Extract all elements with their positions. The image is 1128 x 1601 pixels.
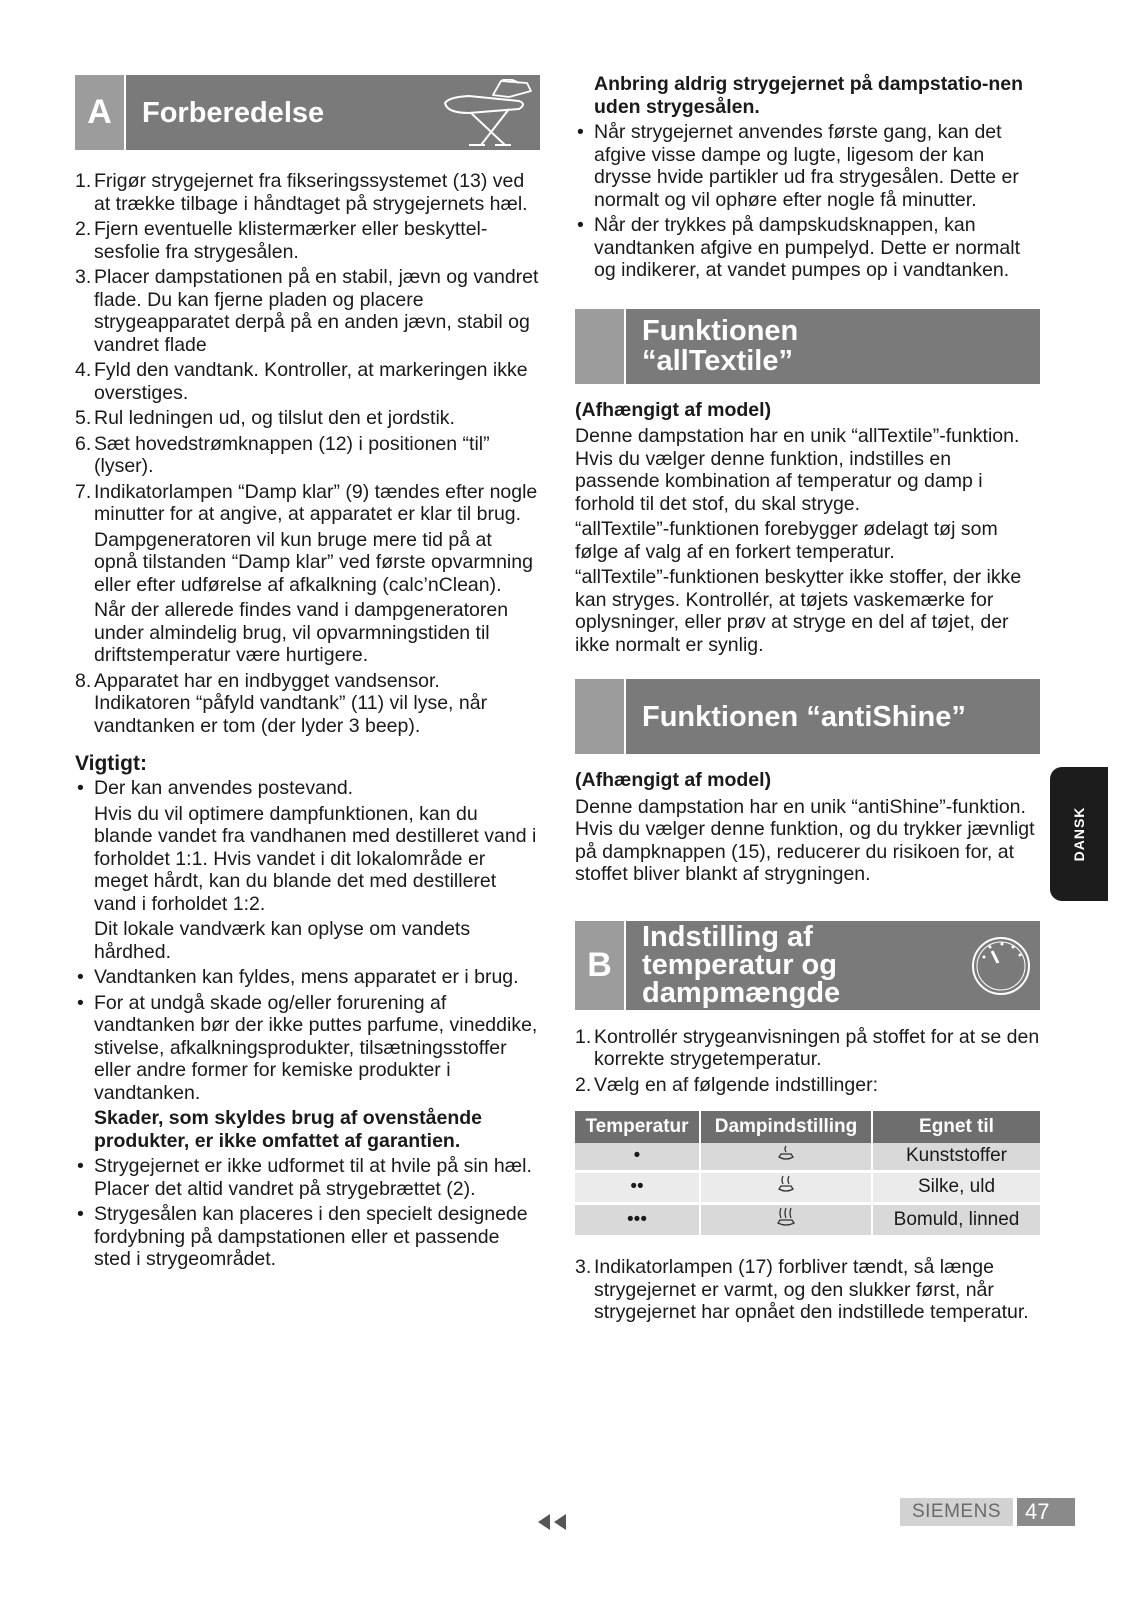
section-title: Indstilling af temperatur og dampmængde xyxy=(642,921,841,1009)
right-column xyxy=(575,73,1040,1324)
ironing-board-icon xyxy=(439,79,534,147)
column-header: Egnet til xyxy=(873,1111,1040,1143)
setting-step-3 xyxy=(575,1256,1040,1324)
list-item: 1. Kontrollér strygeanvisningen på stoffet for at se den korrekte strygetemperatur. xyxy=(575,1025,1040,1070)
model-note: (Afhængigt af model) xyxy=(575,398,772,421)
list-item: • Når der trykkes på dampskudsknappen, kan vandtanken afgive en pumpelyd. Dette er normalt og indikerer, at vandet pumpes op i vandtanken. xyxy=(577,214,1021,281)
list-item: 6. Sæt hovedstrømknappen (12) i positionen “til” (lyser). xyxy=(75,432,490,477)
brand-label: SIEMENS xyxy=(900,1498,1013,1526)
important-note-1: Hvis du vil optimere dampfunktionen, kan du blande vandet fra vandhanen med destilleret vand i forholdet 1:1. Hvis vandet i dit lokalområde er meget hårdt, kan du blande det med destilleret vand i forholdet 1:2. xyxy=(94,802,537,915)
list-item: • Vandtanken kan fyldes, mens apparatet er i brug. xyxy=(77,966,519,988)
table-row xyxy=(575,1173,1040,1205)
back-arrows-icon xyxy=(537,1513,567,1531)
alltextile-p1: Denne dampstation har en unik “allTextile”-funktion. Hvis du vælger denne funktion, indstilles en passende kombination af temperatur og damp i forhold til det stof, du skal stryge. xyxy=(575,425,1020,515)
antishine-p1: Denne dampstation har en unik “antiShine”-funktion. Hvis du vælger denne funktion, og du trykker jævnligt på dampknappen (15), reducerer du risikoen for, at stoffet bliver blankt af strygningen. xyxy=(575,795,1035,885)
column-header: Dampindstilling xyxy=(701,1111,873,1143)
list-item: • Strygejernet er ikke udformet til at hvile på sin hæl. Placer det altid vandret på strygebrættet (2). xyxy=(77,1155,532,1200)
list-item: 4. Fyld den vandtank. Kontroller, at markeringen ikke overstiges. xyxy=(75,359,528,404)
model-note: (Afhængigt af model) xyxy=(575,769,772,791)
section-letter: B xyxy=(575,921,626,1010)
section-letter: A xyxy=(75,75,126,150)
important-heading: Vigtigt: xyxy=(75,752,147,775)
alltextile-header xyxy=(575,309,1040,384)
list-item: • Når strygejernet anvendes første gang, kan det afgive visse dampe og lugte, ligesom der kan drysse hvide partikler ud fra strygesålen. Dette er normalt og vil ophøre efter nogle få minutter. xyxy=(577,121,1019,211)
setting-steps xyxy=(575,1026,1040,1097)
section-a-header xyxy=(75,75,540,150)
list-item: 5. Rul ledningen ud, og tilslut den et jordstik. xyxy=(75,407,455,429)
section-title: Forberedelse xyxy=(142,96,325,129)
warranty-warning: Skader, som skyldes brug af ovenstående produkter, er ikke omfattet af garantien. xyxy=(94,1107,482,1152)
list-item: 1. Frigør strygejernet fra fikseringssystemet (13) ved at trække tilbage i håndtaget på strygejernets hæl. xyxy=(75,170,528,215)
soleplate-warning: Anbring aldrig strygejernet på dampstatio-nen uden strygesålen. xyxy=(594,73,1024,118)
list-item: 7. Indikatorlampen “Damp klar” (9) tændes efter nogle minutter for at angive, at apparatet er klar til brug. xyxy=(75,480,538,525)
section-letter-blank xyxy=(575,679,626,754)
section-title: Funktionen “allTextile” xyxy=(642,315,799,377)
alltextile-p2: “allTextile”-funktionen forebygger ødelagt tøj som følge af valg af en forkert temperatur. xyxy=(575,518,998,563)
important-list-2 xyxy=(75,966,540,1104)
important-list-3 xyxy=(75,1155,540,1271)
left-column xyxy=(75,75,540,1271)
list-item: 2. Vælg en af følgende indstillinger: xyxy=(575,1073,878,1096)
list-item: 8. Apparatet har en indbygget vandsensor. Indikatoren “påfyld vandtank” (11) vil lyse, når vandtanken er tom (der lyder 3 beep). xyxy=(75,669,488,737)
list-item: • For at undgå skade og/eller forurening af vandtanken bør der ikke puttes parfume, vineddike, stivelse, afkalkningsprodukter, tilsætningsstoffer eller andre former for kemiske produkter i vandtanken. xyxy=(77,991,538,1104)
list-item: 3. Placer dampstationen på en stabil, jævn og vandret flade. Du kan fjerne pladen og placere strygeapparatet derpå på en anden jævn, stabil og vandret flade xyxy=(75,266,539,356)
right-bullets xyxy=(575,121,1040,282)
section-title: Funktionen “antiShine” xyxy=(642,700,966,733)
steam-level-3-icon xyxy=(701,1205,873,1239)
temp-dots: • xyxy=(575,1143,701,1173)
section-b-header xyxy=(575,921,1040,1010)
step7-note-2: Når der allerede findes vand i dampgeneratoren under almindelig brug, vil opvarmningstiden til driftstemperatur være hurtigere. xyxy=(94,599,509,666)
preparation-step-8 xyxy=(75,670,540,738)
table-header-row xyxy=(575,1111,1040,1143)
table-row xyxy=(575,1143,1040,1173)
table-row xyxy=(575,1205,1040,1239)
suitable-for: Kunststoffer xyxy=(873,1143,1040,1173)
list-item: • Strygesålen kan placeres i den specielt designede fordybning på dampstationen eller et passende sted i strygeområdet. xyxy=(77,1203,528,1270)
suitable-for: Bomuld, linned xyxy=(873,1205,1040,1239)
suitable-for: Silke, uld xyxy=(873,1173,1040,1205)
alltextile-p3: “allTextile”-funktionen beskytter ikke stoffer, der ikke kan stryges. Kontrollér, at tøjets vaskemærke for oplysninger, eller prøv at stryge en del af tøjet, der ikke normalt er synlig. xyxy=(575,566,1022,656)
language-tab: DANSK xyxy=(1050,767,1108,901)
temp-dots: ••• xyxy=(575,1205,701,1239)
steam-level-1-icon xyxy=(701,1143,873,1173)
list-item: 2. Fjern eventuelle klistermærker eller beskyttel-sesfolie fra strygesålen. xyxy=(75,218,488,263)
antishine-header xyxy=(575,679,1040,754)
settings-table xyxy=(575,1111,1040,1238)
list-item: • Der kan anvendes postevand. xyxy=(77,777,354,799)
steam-level-2-icon xyxy=(701,1173,873,1205)
temp-dots: •• xyxy=(575,1173,701,1205)
important-note-2: Dit lokale vandværk kan oplyse om vandets hårdhed. xyxy=(94,918,471,963)
list-item: 3. Indikatorlampen (17) forbliver tændt, så længe strygejernet er varmt, og den slukker først, når strygejernet har opnået den indstillede temperatur. xyxy=(575,1256,1029,1323)
temperature-dial-icon xyxy=(970,935,1032,997)
step7-note-1: Dampgeneratoren vil kun bruge mere tid på at opnå tilstanden “Damp klar” ved første opvarmning eller efter udførelse af afkalkning (calc’nClean). xyxy=(94,528,533,596)
important-list xyxy=(75,777,540,800)
column-header: Temperatur xyxy=(575,1111,701,1143)
page-number: 47 xyxy=(1017,1498,1075,1526)
preparation-steps xyxy=(75,170,540,526)
section-letter-blank xyxy=(575,309,626,384)
